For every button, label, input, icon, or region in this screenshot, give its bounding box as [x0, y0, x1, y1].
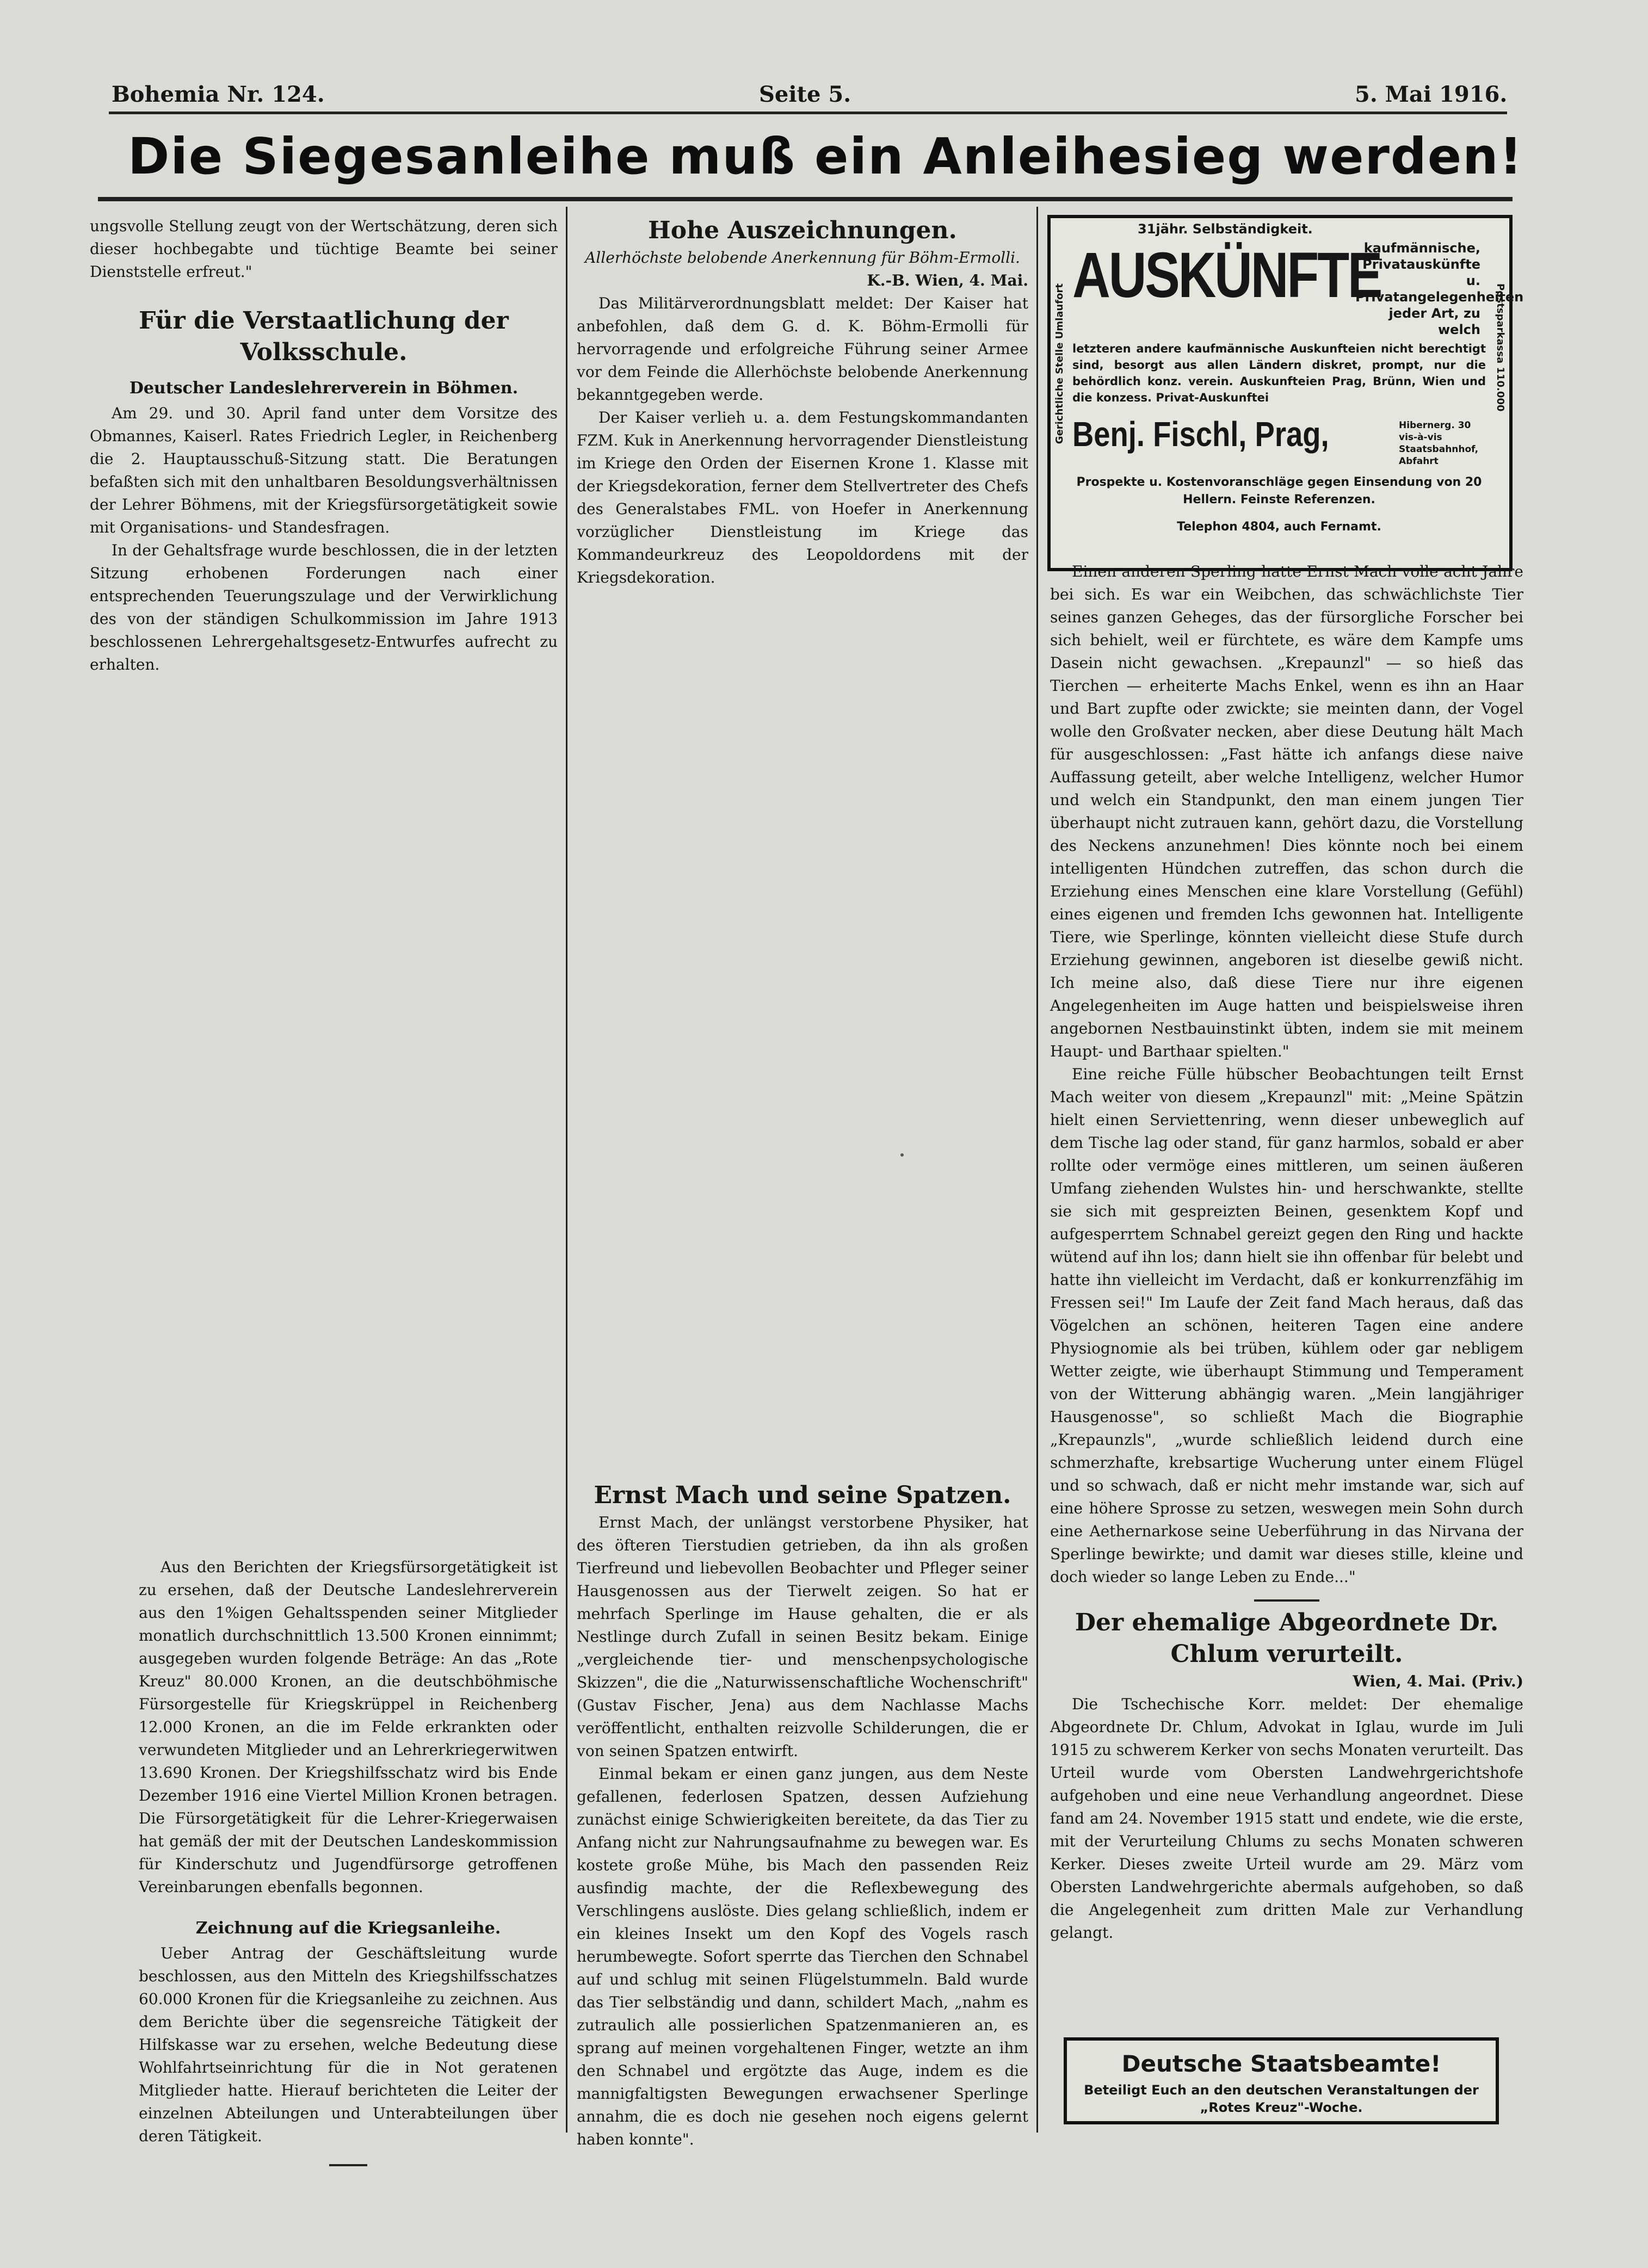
notice-subtitle: Beteiligt Euch an den deutschen Veranstaltungen der „Rotes Kreuz"-Woche.: [1084, 2082, 1479, 2115]
column-2-lower: [577, 1480, 1028, 2151]
notice-title: Deutsche Staatsbeamte!: [1121, 2050, 1441, 2077]
issue-date: 5. Mai 1916.: [1355, 82, 1508, 107]
col1-lower-paragraph: Aus den Berichten der Kriegsfürsorgetätigkeit ist zu ersehen, daß der Deutsche Landeslehrerverein aus den 1%igen Gehaltsspenden seiner Mitglieder monatlich durchschnittlich 13.500 Kronen einnimmt; ausgegeben wurden folgende Beträge: An das „Rote Kreuz" 80.000 Kronen, an die deutschböhmische Fürsorgestelle für Kriegskrüppel in Reichenberg 12.000 Kronen, an die im Felde erkrankten oder verwundeten Mitglieder und an Lehrerkriegerwitwen 13.690 Kronen. Der Kriegshilfsschatz wird bis Ende Dezember 1916 eine Viertel Million Kronen betragen. Die Fürsorgetätigkeit für die Lehrer-Kriegerwaisen hat gemäß der mit der Deutschen Landeskommission für Kinderschutz und Jugendfürsorge getroffenen Vereinbarungen ebenfalls begonnen.: [139, 1558, 558, 1896]
notice-staatsbeamte: [1064, 2037, 1499, 2124]
ad-address: Hibernerg. 30 vis-à-vis Staatsbahnhof, Abfahrt: [1399, 420, 1479, 467]
col3-paragraph: Eine reiche Fülle hübscher Beobachtungen teilt Ernst Mach weiter von diesem „Krepaunzl" mit: „Meine Spätzin hielt einen Serviettenring, wenn dieser unbeweglich auf dem Tische lag oder stand, für ganz harmlos, sobald er aber rollte oder vermöge eines mittleren, um seinen äußeren Umfang ziehenden Wulstes hin- und herschwankte, stellte sie sich mit gespreizten Beinen, gesenktem Kopf und aufgesperrtem Schnabel gereizt gegen den Ring und hackte wütend auf ihn los; dann hielt sie ihn offenbar für belebt und hatte ihn vielleicht im Verdacht, daß er konkurrenzfähig im Fressen sei!" Im Laufe der Zeit fand Mach heraus, daß das Vögelchen an schönen, heiteren Tagen eine andere Physiognomie als bei trüben, kühlem oder gar nebligem Wetter zeigte, wie überhaupt Stimmung und Temperament von der Witterung abhängig waren. „Mein langjähriger Hausgenosse", so schließt Mach die Biographie „Krepaunzls", „wurde schließlich leidend durch eine schmerzhafte, krebsartige Wucherung unter einem Flügel und so schwach, daß er nicht mehr imstande war, sich auf eine höhere Sprosse zu setzen, weswegen mein Sohn durch eine Aethernarkose seine Ueberführung in das Nirvana der Sperlinge bewirkte; und damit war dieses stille, kleine und doch wieder so lange Leben zu Ende...": [1050, 1065, 1523, 1586]
col3-paragraph: Einen anderen Sperling hatte Ernst Mach volle acht Jahre bei sich. Es war ein Weibchen, das schwächlichste Tier seines ganzen Geheges, das der fürsorgliche Forscher bei sich behielt, weil er fürchtete, es wäre dem Kampfe ums Dasein nicht gewachsen. „Krepaunzl" — so hieß das Tierchen — erheiterte Machs Enkel, wenn es ihn an Haar und Bart zupfte oder zwickte; sie meinten dann, der Vogel wolle den Großvater necken, aber diese Deutung hält Mach für ausgeschlossen: „Fast hätte ich anfangs diese naive Auffassung geteilt, aber welche Intelligenz, welcher Humor und welch ein Standpunkt, den man einem jungen Tier überhaupt nicht zutrauen kann, gehört dazu, die Vorstellung des Neckens anzunehmen! Dies könnte noch bei einem intelligenten Hündchen zutreffen, das schon durch die Erziehung eines Menschen eine klare Vorstellung (Gefühl) eines eigenen und fremden Ichs gewonnen hat. Intelligente Tiere, wie Sperlinge, könnten vielleicht diese Stufe durch Erziehung gewinnen, angeboren ist dieselbe gewiß nicht. Ich meine also, daß diese Tiere nur ihre eigenen Angelegenheiten im Auge hatten und beispielsweise ihren angebornen Nestbauinstinkt übten, indem sie mit meinem Haupt- und Barthaar spielten.": [1050, 563, 1523, 1060]
column-3: [1050, 560, 1523, 1944]
col1-subheading-2: Zeichnung auf die Kriegsanleihe.: [195, 1919, 501, 1938]
advertisement-auskuenfte: [1047, 215, 1524, 571]
col2-dateline: K.-B. Wien, 4. Mai.: [867, 271, 1028, 289]
ink-speck: [900, 1153, 904, 1157]
mach-paragraph: Ernst Mach, der unlängst verstorbene Physiker, hat des öfteren Tierstudien getrieben, da ihn als großen Tierfreund und liebevollen Beobachter und Pfleger seiner Hausgenossen aus der Tierwelt zeigen. So hat er mehrfach Sperlinge im Hause gehalten, die er als Nestlinge durch Zufall in seinen Besitz bekam. Einige „vergleichende tier- und menschenpsychologische Skizzen", die die „Naturwissenschaftliche Wochenschrift" (Gustav Fischer, Jena) aus dem Nachlasse Machs veröffentlicht, enthalten reizvolle Schilderungen, die er von seinen Spatzen entwirft.: [577, 1513, 1028, 1760]
mach-heading: Ernst Mach und seine Spatzen.: [594, 1481, 1011, 1509]
end-rule: [329, 2164, 367, 2166]
ad-firm-name: Benj. Fischl, Prag,: [1072, 415, 1329, 454]
col1-paragraph: In der Gehaltsfrage wurde beschlossen, die in der letzten Sitzung erhobenen Forderungen nach einer entsprechenden Teuerungszulage und der Verwirklichung des von der ständigen Schulkommission im Jahre 1913 beschlossenen Lehrergehaltsgesetz-Entwurfes aufrecht zu erhalten.: [90, 541, 558, 673]
col1-top-paragraph: ungsvolle Stellung zeugt von der Wertschätzung, deren sich dieser hochbegabte und tüchtige Beamte bei seiner Dienststelle erfreut.": [90, 217, 558, 281]
chlum-heading: Der ehemalige Abgeordnete Dr. Chlum verurteilt.: [1075, 1609, 1499, 1668]
col1-subheading: Deutscher Landeslehrerverein in Böhmen.: [129, 379, 519, 398]
col1-lower-paragraph: Ueber Antrag der Geschäftsleitung wurde beschlossen, aus den Mitteln des Kriegshilfsschatzes 60.000 Kronen für die Kriegsanleihe zu zeichnen. Aus dem Berichte über die segensreiche Tätigkeit der Hilfskasse war zu ersehen, welche Bedeutung diese Wohlfahrtseinrichtung für die in Not geratenen Mitglieder hatte. Hierauf berichteten die Leiter der einzelnen Abteilungen und Unterabteilungen über deren Tätigkeit.: [139, 1944, 558, 2145]
col2-subheading: Allerhöchste belobende Anerkennung für Böhm-Ermolli.: [585, 249, 1020, 267]
column-2: [577, 215, 1028, 589]
ad-headline: AUSKÜNFTE: [1072, 239, 1381, 311]
col1-paragraph: Am 29. und 30. April fand unter dem Vorsitze des Obmannes, Kaiserl. Rates Friedrich Legler, in Reichenberg die 2. Hauptausschuß-Sitzung statt. Die Beratungen befaßten sich mit den unhaltbaren Besoldungsverhältnissen der Lehrer Böhmens, mit der Kriegsfürsorgetätigkeit sowie mit Organisations- und Standesfragen.: [90, 404, 558, 536]
banner-headline: Die Siegesanleihe muß ein Anleihesieg werden!: [128, 127, 1523, 186]
col2-paragraph: Das Militärverordnungsblatt meldet: Der Kaiser hat anbefohlen, daß dem G. d. K. Böhm-Ermolli für hervorragende und erfolgreiche Führung seiner Armee vor dem Feinde die Allerhöchste belobende Anerkennung bekanntgegeben werde.: [577, 294, 1028, 404]
header-rule: [109, 112, 1507, 114]
chlum-paragraph: Die Tschechische Korr. meldet: Der ehemalige Abgeordnete Dr. Chlum, Advokat in Iglau, wurde im Juli 1915 zu schwerem Kerker von sechs Monaten verurteilt. Das Urteil wurde vom Obersten Landwehrgerichtshofe aufgehoben und eine neue Verhandlung angeordnet. Diese fand am 24. November 1915 statt und endete, wie die erste, mit der Verurteilung Chlums zu sechs Monaten schweren Kerker. Dieses zweite Urteil wurde am 29. März vom Obersten Landwehrgerichte abermals aufgehoben, so daß die Angelegenheit zum dritten Male zur Verhandlung gelangt.: [1050, 1695, 1523, 1942]
ad-telephone: Telephon 4804, auch Fernamt.: [1177, 520, 1381, 534]
mach-paragraph: Einmal bekam er einen ganz jungen, aus dem Neste gefallenen, federlosen Spatzen, dessen Aufziehung zunächst einige Schwierigkeiten bereitete, da das Tier zu Anfang nicht zur Nahrungsaufnahme zu bewegen war. Es kostete große Mühe, bis Mach den passenden Reiz ausfindig machte, der die Reflexbewegung des Verschlingens auslöste. Dies gelang schließlich, indem er ein kleines Insekt um den Kopf des Vogels rasch herumbewegte. Sofort sperrte das Tierchen den Schnabel auf und schlug mit seinen Flügelstummeln. Bald wurde das Tier selbständig und dann, schildert Mach, „nahm es zutraulich alle possierlichen Spatzenmanieren an, es sprang auf meinen vorgehaltenen Finger, wetzte an ihm den Schnabel und ergötzte das Auge, indem es die mannigfaltigsten Bewegungen erwachsener Sperlinge annahm, die es doch nie gesehen noch eigens gelernt haben konnte".: [577, 1765, 1028, 2148]
ad-vertical-right: Postsparkassa 110.000: [1495, 283, 1506, 412]
ad-right-text: kaufmännische, Privatauskünfte u. Privatangelegenheiten jeder Art, zu welch: [1355, 240, 1524, 337]
ad-top-line: 31jähr. Selbständigkeit.: [1138, 221, 1313, 237]
col2-paragraph: Der Kaiser verlieh u. a. dem Festungskommandanten FZM. Kuk in Anerkennung hervorragender Dienstleistung im Kriege den Orden der Eisernen Krone 1. Klasse mit der Kriegsdekoration, ferner dem Stellvertreter des Chefs des Generalstabes FML. von Hoefer in Anerkennung vorzüglicher Dienstleistung im Kriege das Kommandeurkreuz des Leopoldordens mit der Kriegsdekoration.: [577, 409, 1028, 586]
banner-rule: [98, 197, 1513, 201]
col1-heading: Für die Verstaatlichung der Volksschule.: [139, 307, 509, 366]
issue-number: Bohemia Nr. 124.: [112, 82, 325, 107]
page-number: Seite 5.: [759, 82, 851, 107]
col2-heading: Hohe Auszeichnungen.: [648, 217, 957, 244]
section-rule: [1254, 1599, 1319, 1602]
chlum-dateline: Wien, 4. Mai. (Priv.): [1353, 1672, 1523, 1690]
ad-vertical-left: Gerichtliche Stelle Umlaufort: [1054, 283, 1065, 444]
column-1-lower: [139, 1556, 558, 2166]
column-1: [90, 215, 558, 676]
ad-footer: Prospekte u. Kostenvoranschläge gegen Einsendung von 20 Hellern. Feinste Referenzen.: [1076, 475, 1482, 506]
column-divider-2: [1036, 207, 1038, 2133]
ad-body: letzteren andere kaufmännische Auskunfteien nicht berechtigt sind, besorgt aus allen Ländern diskret, prompt, nur die behördlich konz. verein. Auskunfteien Prag, Brünn, Wien und die konzess. Privat-Auskunftei: [1072, 342, 1486, 404]
column-divider-1: [566, 207, 567, 2133]
